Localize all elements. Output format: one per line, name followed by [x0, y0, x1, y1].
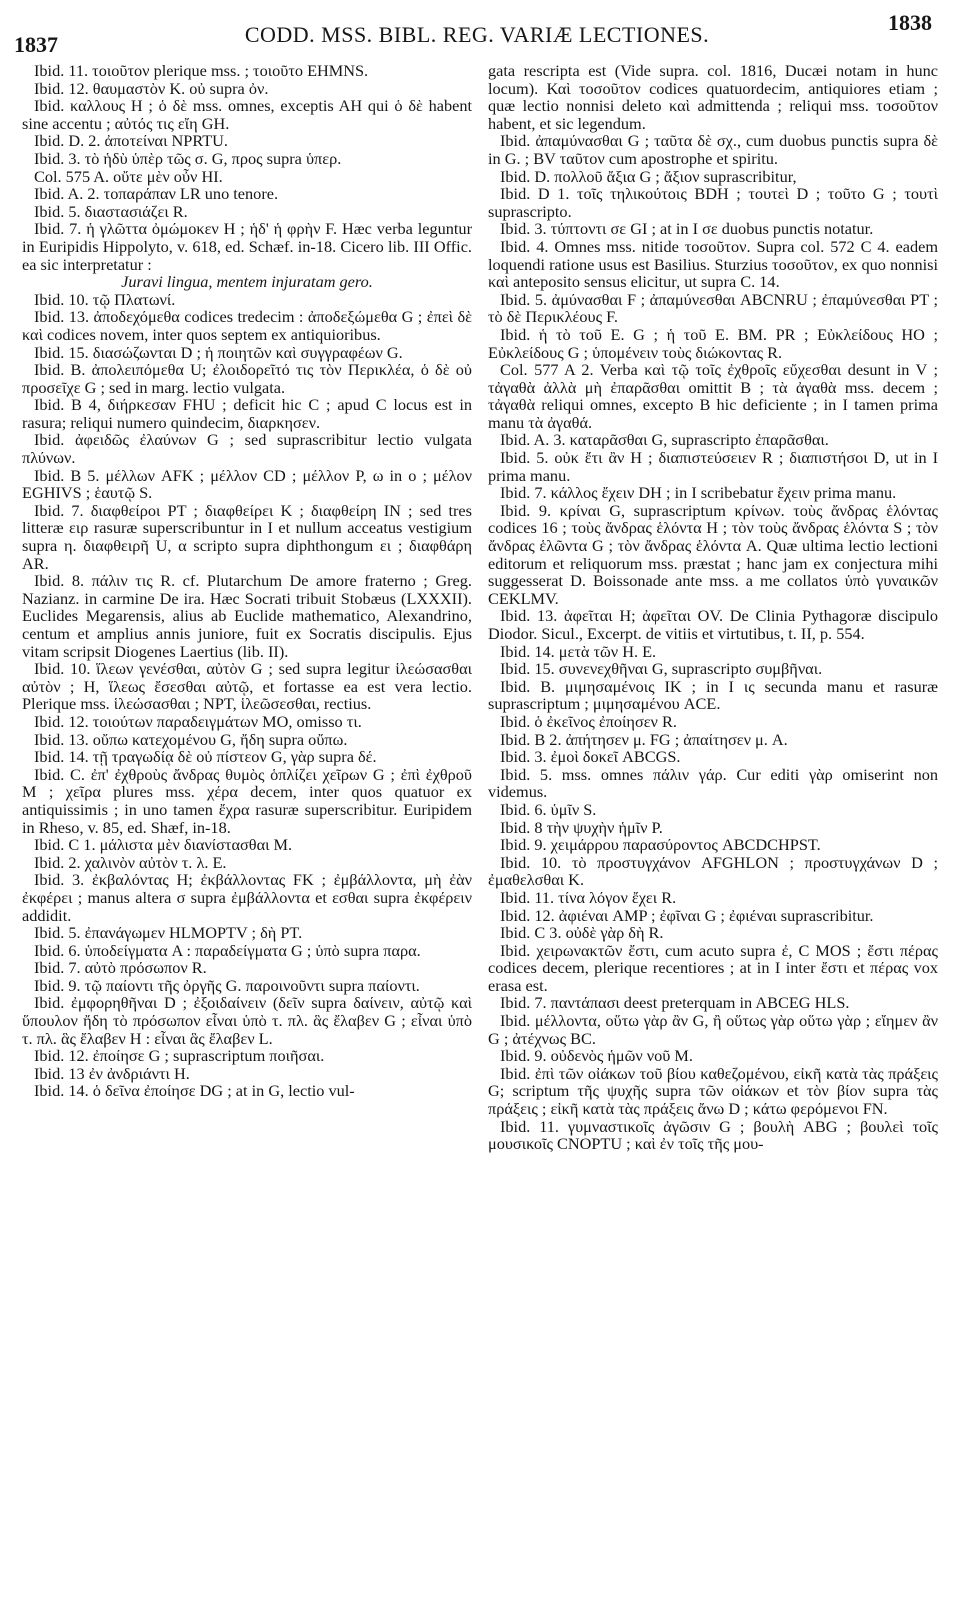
entry: Ibid. 3. τὸ ἡδὺ ὑπὲρ τῶς σ. G, προς supra ὑπερ.	[34, 148, 342, 168]
entry: Ibid. 5. οὐκ ἔτι ἂν H ; διαπιστεύσειεν R ; διαπιστήσοι D, ut in I prima manu.	[488, 448, 938, 485]
entry: Ibid. B. μιμησαμένοις IK ; in I ις secunda manu et rasuræ suprascriptum ; μιμησαμένου ACE.	[488, 676, 938, 714]
entry: Ibid. 7. αὐτὸ πρόσωπον R.	[34, 958, 207, 978]
entry: Ibid. 9. χειμάρρου παρασύροντος ABCDCHPST.	[500, 835, 821, 855]
entry: Ibid. 5. ἀμύνασθαι F ; ἀπαμύνεσθαι ABCNRU ; ἐπαμύνεσθαι PT ; τὸ δὲ Περικλέους F.	[488, 289, 938, 327]
entry: Ibid. 13. ἀφεῖται H; ἀφεῖται OV. De Clinia Pythagoræ discipulo Diodor. Sicul., Excerpt. de vitiis et virtutibus, t. II, p. 554.	[488, 606, 938, 643]
entry: Ibid. 4. Omnes mss. nitide τοσοῦτον. Supra col. 572 C 4. eadem loquendi ratione usus est Basilius. Sturzius τοσοῦτον, ex quo nonnisi καὶ anteposito sensus elicitur, ut supra C. 14.	[488, 236, 938, 292]
entry: Ibid. 5. διαστασιάζει R.	[34, 201, 188, 221]
entry: Ibid. μέλλοντα, οὕτω γὰρ ἂν G, ἢ οὕτως γὰρ οὕτω γὰρ ; εἴημεν ἂν G ; ἀτέχνως BC.	[488, 1011, 938, 1048]
entry: Ibid. 5. mss. omnes πάλιν γάρ. Cur editi γὰρ omiserint non videmus.	[488, 764, 938, 802]
entry: Ibid. 2. χαλινὸν αὐτὸν τ. λ. E.	[34, 852, 227, 872]
entry: Ibid. 11. τίνα λόγον ἔχει R.	[500, 887, 677, 907]
entry: Ibid. 7. παντάπασι deest preterquam in ABCEG HLS.	[500, 993, 850, 1013]
page-number-left: 1837	[14, 32, 58, 57]
entry: Ibid. A. 2. τοπαράπαν LR uno tenore.	[34, 184, 279, 204]
entry: Ibid. B. ἀπολειπόμεθα U; ἐλοιδορεῖτό τις τὸν Περικλέα, ὁ δὲ οὐ προσεῖχε G ; sed in marg. lectio vulgata.	[22, 360, 472, 397]
entry: Ibid. 7. ἡ γλῶττα ὀμώμοκεν H ; ἡδ' ἡ φρὴν F. Hæc verba leguntur in Euripidis Hippolyto, v. 618, ed. Schæf. in-18. Cicero lib. III Offic. ea sic interpretatur :	[22, 219, 472, 274]
entry: Ibid. ἐμφορηθῆναι D ; ἐξοιδαίνειν (δεῖν supra δαίνειν, αὐτῷ καὶ ὕπουλον ἤδη τὸ πρόσωπον εἶναι ὑπὸ τ. πλ. ἃς ἔλαβεν G ; εἶναι ὑπὸ τ. πλ. ἃς ἔλαβεν H : εἶναι ἃς ἔλαβεν L.	[22, 993, 472, 1048]
entry: Ibid. B 4, διήρκεσαν FHU ; deficit hic C ; apud C locus est in rasura; reliqui numero quindecim, διαρκησεν.	[22, 395, 472, 432]
entry: Col. 575 A. οὔτε μὲν οὖν HI.	[34, 166, 223, 186]
entry: Ibid. 13 ἐν ἀνδριάντι H.	[34, 1063, 190, 1083]
entry: Ibid. 7. κάλλος ἔχειν DH ; in I scribebatur ἔχειν prima manu.	[500, 483, 897, 503]
right-column	[488, 62, 938, 1153]
entry: Ibid. 9. τῷ παίοντι τῆς ὀργῆς G. παροινοῦντι supra παίοντι.	[34, 975, 420, 995]
entry: Ibid. 10. ἵλεων γενέσθαι, αὐτὸν G ; sed supra legitur ἱλεώσασθαι αὐτὸν ; H, ἵλεως ἔσεσθαι αὐτῷ, et fortasse ea est vera lectio. Plerique mss. ἱλεώσασθαι ; NPT, ἱλεῶσεσθαι, rectius.	[22, 659, 472, 714]
entry: Ibid. 9. οὐδενὸς ἡμῶν νοῦ M.	[500, 1046, 693, 1066]
entry: Ibid. C 1. μάλιστα μὲν διανίστασθαι M.	[34, 835, 293, 855]
entry: Ibid. ἀπαμύνασθαι G ; ταῦτα δὲ σχ., cum duobus punctis supra δὲ in G. ; BV ταῦτον cum apostrophe et spiritu.	[488, 131, 938, 168]
entry: Ibid. ἐπὶ τῶν οἰάκων τοῦ βίου καθεζομένου, εἰκῆ κατὰ τὰς πράξεις G; scriptum τῆς ψυχῆς supra τῶν οἰάκων et τὸν βίον supra τὰς πράξεις ; εἰκῆ κατὰ τὰς πράξεις ἄνω D ; κάτω φερόμενοι FN.	[488, 1063, 938, 1119]
entry: Ibid. καλλους H ; ὁ δὲ mss. omnes, exceptis AH qui ὁ δὲ habent sine accentu ; αὐτός τις εἴη GH.	[22, 96, 472, 133]
entry: Ibid. 10. τὸ προστυγχάνον AFGHLON ; προστυγχάνων D ; ἐμαθελσθαι K.	[488, 852, 938, 890]
entry: Ibid. A. 3. καταρᾶσθαι G, suprascripto ἐπαρᾶσθαι.	[500, 430, 829, 450]
entry: Ibid. 11. τοιοῦτον plerique mss. ; τοιοῦτο EHMNS.	[34, 61, 369, 80]
entry: Ibid. 15. συνενεχθῆναι G, suprascripto συμβῆναι.	[500, 659, 823, 679]
entry: Ibid. B 2. ἀπήτησεν μ. FG ; ἀπαίτησεν μ. A.	[500, 729, 788, 749]
entry: Ibid. 14. ὁ δεῖνα ἐποίησε DG ; at in G, lectio vul-	[34, 1081, 355, 1101]
entry: Ibid. D. 2. ἀποτείναι NPRTU.	[34, 131, 229, 151]
entry: Ibid. 12. τοιούτων παραδειγμάτων MO, omisso τι.	[34, 711, 362, 731]
entry: Ibid. 6. ὑποδείγματα A : παραδείγματα G ; ὑπὸ supra παρα.	[34, 940, 421, 960]
entry: Ibid. 14. μετὰ τῶν H. E.	[500, 641, 657, 661]
entry: Ibid. 5. ἐπανάγωμεν HLMOPTV ; δὴ PT.	[34, 923, 303, 943]
entry: Ibid. 13. οὔπω κατεχομένου G, ἤδη supra οὔπω.	[34, 729, 348, 749]
quoted-verse: Juravi lingua, mentem injuratam gero.	[121, 272, 373, 292]
entry: Ibid. 3. ἐμοὶ δοκεῖ ABCGS.	[500, 747, 681, 767]
entry: Ibid. 8 τὴν ψυχὴν ἡμῖν P.	[500, 817, 663, 837]
running-title: CODD. MSS. BIBL. REG. VARIÆ LECTIONES.	[244, 22, 710, 47]
left-column	[22, 62, 472, 1100]
page-header	[14, 4, 940, 56]
entry: Ibid. 12. θαυμαστὸν K. οὐ supra ὀν.	[34, 78, 269, 98]
entry: Ibid. D 1. τοῖς τηλικούτοις BDH ; τουτεὶ D ; τοῦτο G ; τουτὶ suprascripto.	[488, 184, 938, 221]
entry: Ibid. 14. τῇ τραγωδίᾳ δὲ οὐ πίστεον G, γὰρ supra δέ.	[34, 747, 377, 767]
entry: Ibid. 6. ὑμῖν S.	[500, 799, 597, 819]
entry: Ibid. 15. διασώζωνται D ; ἡ ποιητῶν καὶ συγγραφέων G.	[34, 342, 403, 362]
entry: Ibid. 8. πάλιν τις R. cf. Plutarchum De amore fraterno ; Greg. Nazianz. in carmine De ira. Hæc Socrati tribuit Stobæus (LXXXII). Euclides Megarensis, alius ab Euclide mathematico, Alexandrino, centum et amplius annis juniore, fuit ex Socratis discipulis. Ejus vitam scripsit Diogenes Laertius (lib. II).	[22, 571, 472, 661]
entry: Ibid. 3. ἐκβαλόντας H; ἐκβάλλοντας FK ; ἐμβάλλοντα, μὴ ἐὰν ἐκφέρει ; manus altera σ supra ἐμβάλλοντα et εσθαι supra ἐκφέρειν addidit.	[22, 870, 472, 925]
entry: Ibid. B 5. μέλλων AFK ; μέλλον CD ; μέλλον P, ω in ο ; μέλον EGHIVS ; ἑαυτῷ S.	[22, 465, 472, 503]
page-number-right: 1838	[888, 10, 932, 35]
entry: Ibid. 12. ἐποίησε G ; suprascriptum ποιῆσαι.	[34, 1046, 325, 1066]
entry: Ibid. D. πολλοῦ ἄξια G ; ἄξιον suprascribitur,	[500, 166, 797, 186]
entry: Ibid. 13. ἀποδεχόμεθα codices tredecim : ἀποδεξώμεθα G ; ἐπεὶ δὲ καὶ codices novem, inter quos septem ex antiquioribus.	[22, 307, 472, 344]
entry: Ibid. 3. τύπτοντι σε GI ; at in I σε duobus punctis notatur.	[500, 219, 874, 239]
entry: Ibid. 10. τῷ Πλατωνί.	[34, 289, 176, 309]
entry: Ibid. χειρωνακτῶν ἔστι, cum acuto supra ἐ, C MOS ; ἔστι πέρας codices decem, plerique recentiores ; at in I inter ἔστι et πέρας vox erasa est.	[488, 940, 938, 995]
entry: Ibid. ἀφειδῶς ἐλαύνων G ; sed suprascribitur lectio vulgata πλύνων.	[22, 430, 472, 468]
entry: Ibid. C. ἐπ' ἐχθροὺς ἄνδρας θυμὸς ὁπλίζει χεῖρων G ; ἐπὶ ἐχθροῦ M ; χεῖρα plures mss. χέρα decem, inter quos quatuor ex antiquissimis ; in uno tamen ἔχρα rasuræ superscribitur. Euripidem in Rheso, v. 85, ed. Shæf, in-18.	[22, 764, 472, 837]
entry: gata rescripta est (Vide supra. col. 1816, Ducæi notam in hunc locum). Καὶ τοσοῦτον codices quatuordecim, antiquiores etiam ; quæ lectio nonnisi deleto καὶ admittenda ; reliqui mss. τοσοῦτον habent, et sic legendum.	[488, 61, 938, 133]
entry: Col. 577 A 2. Verba καὶ τῷ τοῖς ἐχθροῖς εὔχεσθαι desunt in V ; τἀγαθὰ ἀλλὰ μὴ ἐπαρᾶσθαι omittit B ; τὰ ἀγαθὰ mss. decem ; τἀγαθὰ reliqui omnes, excepto B hic deficiente ; in I tamen prima manu τὰ ἀγαθά.	[488, 360, 938, 432]
entry: Ibid. 12. ἀφιέναι AMP ; ἐφῖναι G ; ἐφιέναι suprascribitur.	[500, 905, 874, 925]
entry: Ibid. ἡ τὸ τοῦ E. G ; ἡ τοῦ E. BM. PR ; Εὐκλείδους HO ; Εὐκλείδους G ; ὑπομένειν τοὺς διώκοντας R.	[488, 324, 938, 362]
entry: Ibid. 9. κρίναι G, suprascriptum κρίνων. τοὺς ἄνδρας ἑλόντας codices 16 ; τοὺς ἄνδρας ἑλόντα H ; τὸν τοὺς ἄνδρας ἑλόντα S ; τὸν ἄνδρας ἑλῶντα G ; τὸν ἄνδρας ἑλόντα A. Quæ ultima lectio lectioni editorum et reliquorum mss. præstat ; hanc jam ex conjectura mihi suggesserat D. Boissonade ante mss. a me collatos ὑπὸ γυναικῶν CEKLMV.	[488, 500, 938, 608]
entry: Ibid. ὁ ἐκεῖνος ἐποίησεν R.	[500, 711, 677, 731]
entry: Ibid. 11. γυμναστικοῖς ἀγῶσιν G ; βουλὴ ABG ; βουλεὶ τοῖς μουσικοῖς CNOPTU ; καὶ ἐν τοῖς τῆς μου-	[488, 1116, 938, 1154]
entry: Ibid. 7. διαφθείροι PT ; διαφθείρει K ; διαφθείρη IN ; sed tres litteræ ειρ rasuræ superscribuntur in I et nullum acceatus vestigium supra η. διαφθειρῆ U, α scripto supra diphthongum ει ; διαφθάρη AR.	[22, 500, 472, 573]
entry: Ibid. C 3. οὐδὲ γὰρ δὴ R.	[500, 923, 664, 943]
